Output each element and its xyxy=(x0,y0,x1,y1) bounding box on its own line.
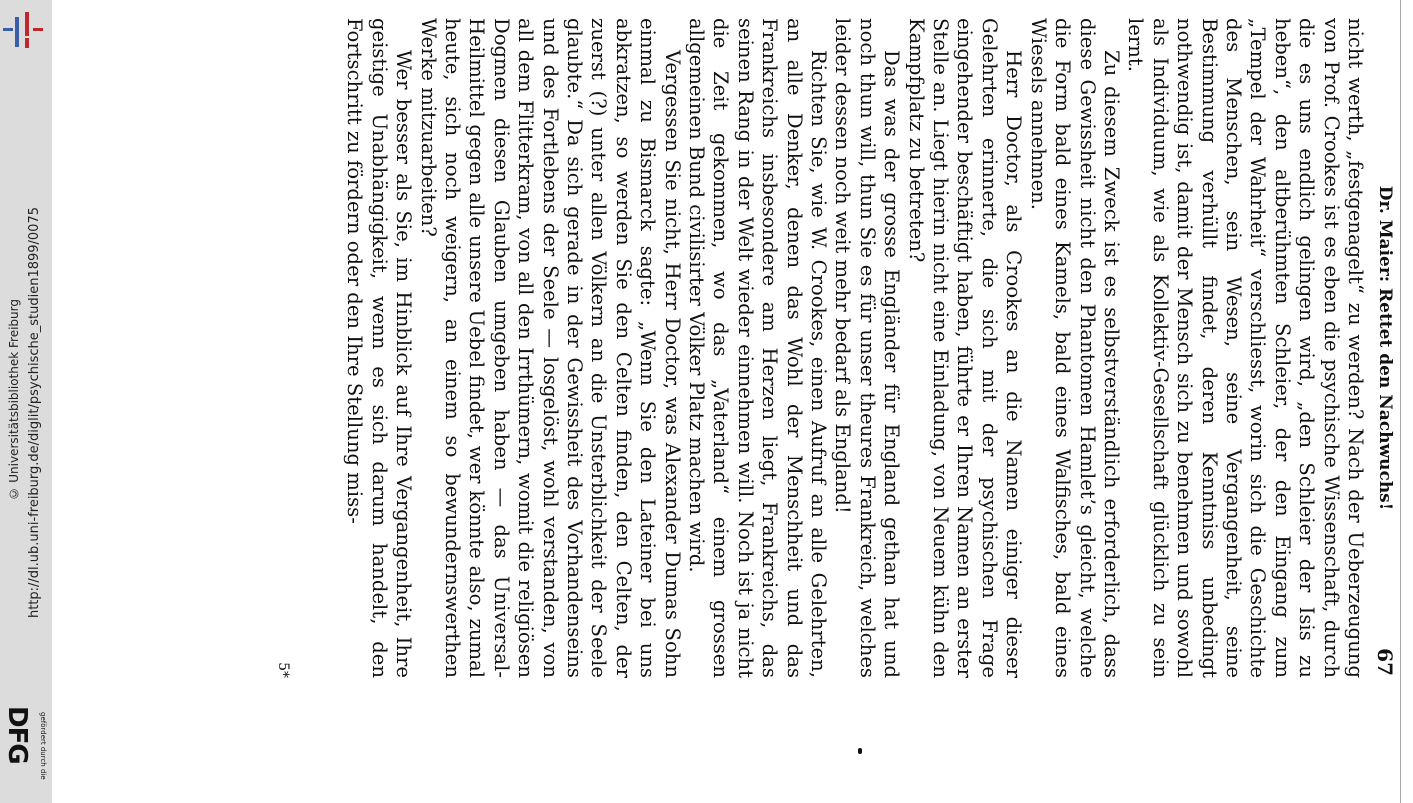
running-header xyxy=(1367,18,1397,678)
copyright-text: © Universitätsbibliothek Freiburg xyxy=(7,299,21,501)
page-edge xyxy=(1400,0,1411,803)
paragraph-2: Zu diesem Zweck ist es selbstverständlich erforderlich, dass diese Gewissheit nicht den Phantomen Hamlet’s gleicht, welche die Form bald eines Kamels, bald eines Walfisches, bald eines Wiesels annehmen. xyxy=(1026,18,1123,678)
header-title: Dr. Maier: Rettet den Nachwuchs! xyxy=(1375,185,1395,511)
scanned-page xyxy=(52,0,1413,803)
page-number: 67 xyxy=(1373,648,1397,676)
paragraph-5: Richten Sie, wie W. Crookes, einen Aufruf an alle Gelehrten, an alle Denker, denen das Wohl der Menschheit und das Frankreichs insbesondere am Herzen liegt, Frankreichs, das seinen Rang in der Welt wieder einnehmen will. Noch ist ja nicht die Zeit gekommen, wo das „Vaterland“ einem grossen allgemeinen Bund civilisirter Völker Platz machen wird. xyxy=(685,18,831,678)
paragraph-7: Wer besser als Sie, im Hinblick auf Ihre Vergangenheit, Ihre geistige Unabhängigkeit, wenn es sich darum handelt, den Fortschritt zu fördern oder den Ihre Stellung miss- xyxy=(343,18,416,678)
dfg-logo: DFG xyxy=(2,706,32,764)
ink-speck xyxy=(858,748,862,754)
paragraph-4: Das was der grosse Engländer für England gethan hat und noch thun will, thun Sie es für unser theures Frankreich, welches leider dessen noch weit mehr bedarf als England! xyxy=(831,18,904,678)
paragraph-3: Herr Doctor, als Crookes an die Namen einiger dieser Gelehrten erinnerte, die sich mit der psychischen Frage eingehender beschäftigt haben, führte er Ihren Namen an erster Stelle an. Liegt hierin nicht eine Einladung, von Neuem kühn den Kampfplatz zu betreten? xyxy=(904,18,1026,678)
signature-mark: 5* xyxy=(275,662,292,678)
funded-by-text: gefördert durch die xyxy=(39,712,47,780)
university-logo-icon xyxy=(1,8,49,52)
document-url[interactable]: http://dl.ub.uni-freiburg.de/diglit/psychische_studien1899/0075 xyxy=(27,206,42,618)
paragraph-6: Vergessen Sie nicht, Herr Doctor, was Alexander Dumas Sohn einmal zu Bismarck sagte: „Wenn Sie den Lateiner bei uns abkratzen, so werden Sie den Celten finden, den Celten, der zuerst (?) unter allen Völkern an die Unsterblichkeit der Seele glaubte.“ Da sich gerade in der Gewissheit des Vorhandenseins und des Fortlebens der Seele — losgelöst, wohl verstanden, von all dem Flitterkram, von all den Irrthümern, womit die religiösen Dogmen diesen Glauben umgeben haben — das Universal-Heilmittel gegen alle unsere Uebel findet, wer könnte also, zumal heute, sich noch weigern, an einem so bewundernswerthen Werke mitzuarbeiten? xyxy=(416,18,684,678)
paragraph-1: nicht werth, „festgenagelt“ zu werden? Nach der Ueberzeugung von Prof. Crookes ist es eben die psychische Wissenschaft, durch die es uns endlich gelingen wird, „den Schleier der Isis zu heben“, den altberühmten Schleier, der den Eingang zum „Tempel der Wahrheit“ verschliesst, worin sich die Geschichte des Menschen, sein Wesen, seine Vergangenheit, seine Bestimmung verhüllt findet, deren Kenntniss unbedingt nothwendig ist, damit der Mensch sich zu benehmen und sowohl als Individuum, wie als Kollektiv-Gesellschaft glücklich zu sein lernt. xyxy=(1124,18,1367,678)
page-content xyxy=(277,18,1397,678)
viewer-sidebar xyxy=(0,0,52,803)
